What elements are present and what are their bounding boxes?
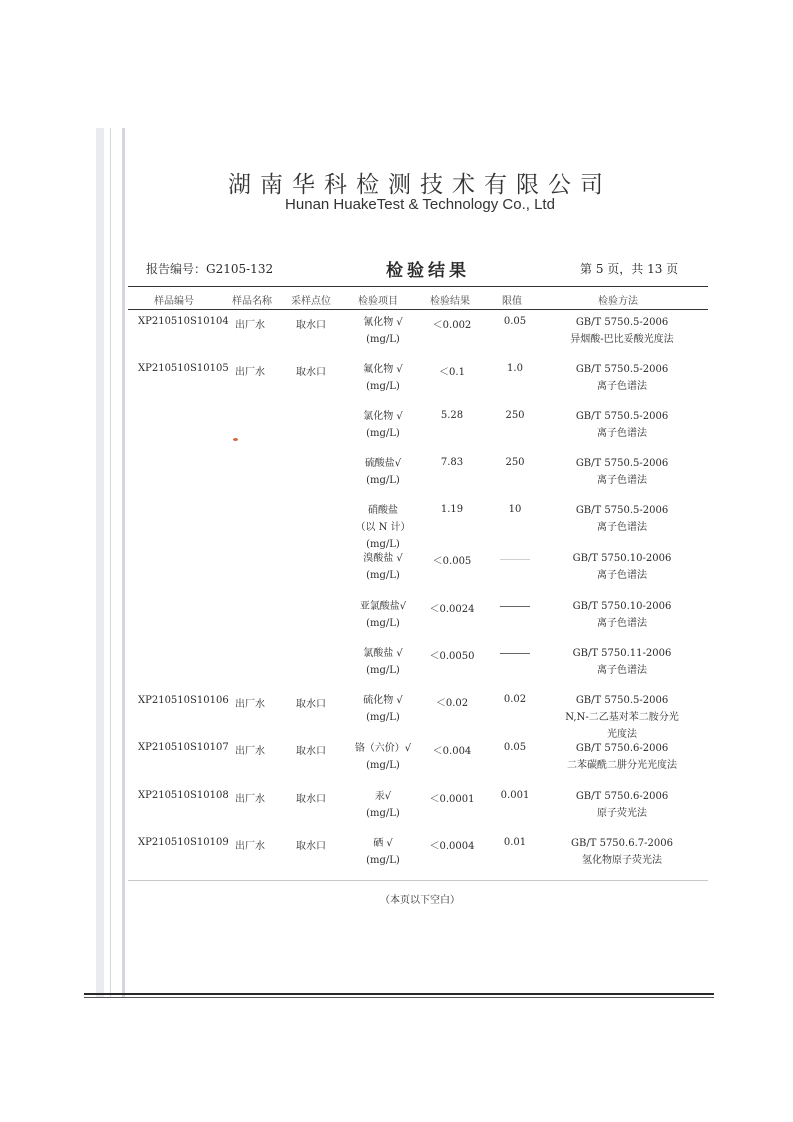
test-result: ＜0.0004	[429, 841, 475, 852]
sample-id: XP210510S10105	[138, 363, 229, 374]
test-item	[352, 788, 414, 822]
limit-dash	[500, 606, 530, 607]
sample-id: XP210510S10109	[138, 837, 229, 848]
sample-id: XP210510S10106	[138, 695, 229, 706]
test-result: 1.19	[440, 504, 464, 515]
test-item-name: 硒 √	[373, 838, 393, 849]
sample-id: XP210510S10104	[138, 316, 229, 327]
test-item-name: 亚氯酸盐√	[359, 601, 407, 612]
method-standard: GB/T 5750.5-2006	[575, 317, 669, 328]
test-limit: 0.02	[503, 694, 527, 705]
method-standard: GB/T 5750.11-2006	[572, 648, 672, 659]
test-item-name: 硝酸盐	[368, 505, 398, 516]
column-header-sample-name: 样品名称	[232, 296, 272, 307]
table-top-rule	[128, 286, 708, 287]
test-limit: 0.05	[503, 742, 527, 753]
method-name: 离子色谱法	[597, 428, 647, 439]
report-number: 报告编号：G2105-132	[146, 262, 274, 276]
test-item-name: 铬（六价）√	[354, 743, 412, 754]
test-method	[552, 550, 692, 584]
test-limit: 250	[505, 457, 525, 468]
page-number: 第 5 页，共 13 页	[580, 262, 679, 276]
sampling-point: 取水口	[296, 367, 326, 378]
method-name: 异烟酸-巴比妥酸光度法	[570, 334, 674, 345]
method-standard: GB/T 5750.10-2006	[572, 601, 672, 612]
sampling-point: 取水口	[296, 841, 326, 852]
test-result: 5.28	[440, 410, 464, 421]
company-name-english: Hunan HuakeTest & Technology Co., Ltd	[285, 196, 555, 213]
test-item-name: 硫化物 √	[363, 695, 403, 706]
test-limit: 10	[508, 504, 522, 515]
test-item-unit: (mg/L)	[366, 808, 400, 819]
column-header-sampling-point: 采样点位	[291, 296, 331, 307]
test-item	[352, 835, 414, 869]
test-item	[352, 361, 414, 395]
test-item-unit: (mg/L)	[366, 618, 400, 629]
method-standard: GB/T 5750.5-2006	[575, 411, 669, 422]
sample-name: 出厂水	[235, 367, 265, 378]
method-name: 离子色谱法	[597, 522, 647, 533]
test-item	[352, 645, 414, 679]
test-limit: 0.001	[500, 790, 530, 801]
sampling-point: 取水口	[296, 699, 326, 710]
test-item	[352, 692, 414, 726]
method-standard: GB/T 5750.5-2006	[575, 458, 669, 469]
test-item	[352, 314, 414, 348]
test-result: ＜0.0050	[429, 651, 475, 662]
sampling-point: 取水口	[296, 794, 326, 805]
test-result: ＜0.1	[439, 367, 465, 378]
test-item	[352, 502, 414, 553]
method-standard: GB/T 5750.5-2006	[575, 695, 669, 706]
test-method	[552, 361, 692, 395]
scan-edge-line	[122, 128, 125, 998]
test-item	[352, 408, 414, 442]
sample-name: 出厂水	[235, 320, 265, 331]
test-result: 7.83	[440, 457, 464, 468]
test-item-name: 氰化物 √	[363, 317, 403, 328]
sample-name: 出厂水	[235, 841, 265, 852]
method-name-continued: 光度法	[607, 729, 637, 740]
method-name: 离子色谱法	[597, 570, 647, 581]
column-header-limit: 限值	[502, 296, 522, 307]
test-method	[552, 502, 692, 536]
test-result: ＜0.004	[432, 746, 472, 757]
test-item-unit: (mg/L)	[366, 428, 400, 439]
test-item	[352, 740, 414, 774]
method-standard: GB/T 5750.6-2006	[575, 791, 669, 802]
test-method	[552, 692, 692, 743]
test-item-unit: (mg/L)	[366, 334, 400, 345]
method-name: 离子色谱法	[597, 618, 647, 629]
test-limit: 0.05	[503, 316, 527, 327]
test-item-name: 氟化物 √	[363, 364, 403, 375]
sampling-point: 取水口	[296, 320, 326, 331]
test-result: ＜0.0001	[429, 794, 475, 805]
test-method	[552, 788, 692, 822]
test-item-name: 溴酸盐 √	[363, 553, 403, 564]
test-item-unit: (mg/L)	[366, 665, 400, 676]
method-standard: GB/T 5750.10-2006	[572, 553, 672, 564]
sample-id: XP210510S10108	[138, 790, 229, 801]
test-method	[552, 740, 692, 774]
scan-speck	[233, 438, 238, 441]
test-result: ＜0.002	[432, 320, 472, 331]
test-result: ＜0.02	[435, 698, 469, 709]
test-limit: 0.01	[503, 837, 527, 848]
sample-id: XP210510S10107	[138, 742, 229, 753]
sample-name: 出厂水	[235, 746, 265, 757]
test-item-name: 硫酸盐√	[364, 458, 402, 469]
method-name: N,N-二乙基对苯二胺分光	[565, 712, 679, 723]
test-item-name: 氯化物 √	[363, 411, 403, 422]
test-method	[552, 455, 692, 489]
page-bottom-rule	[84, 993, 714, 995]
method-name: 离子色谱法	[597, 475, 647, 486]
method-name: 二苯碳酰二肼分光光度法	[567, 760, 677, 771]
method-name: 离子色谱法	[597, 381, 647, 392]
sampling-point: 取水口	[296, 746, 326, 757]
test-limit: 1.0	[507, 363, 523, 374]
test-limit: 250	[505, 410, 525, 421]
blank-below-note: （本页以下空白）	[380, 895, 460, 906]
test-item-name: 氯酸盐 √	[363, 648, 403, 659]
method-name: 原子荧光法	[597, 808, 647, 819]
test-item-name: 汞√	[374, 791, 392, 802]
test-item-note: （以 N 计）	[355, 522, 411, 533]
method-standard: GB/T 5750.5-2006	[575, 364, 669, 375]
column-header-method: 检验方法	[598, 296, 638, 307]
company-name-chinese: 湖南华科检测技术有限公司	[228, 172, 612, 198]
scan-edge-strip	[96, 128, 104, 998]
test-item	[352, 550, 414, 584]
test-item-unit: (mg/L)	[366, 712, 400, 723]
method-standard: GB/T 5750.6.7-2006	[571, 838, 673, 849]
test-result: ＜0.0024	[429, 604, 475, 615]
sample-name: 出厂水	[235, 699, 265, 710]
test-method	[552, 598, 692, 632]
test-item-unit: (mg/L)	[366, 475, 400, 486]
test-item-unit: (mg/L)	[366, 760, 400, 771]
sample-name: 出厂水	[235, 794, 265, 805]
column-header-result: 检验结果	[430, 296, 470, 307]
page-bottom-rule	[84, 997, 714, 998]
test-method	[552, 645, 692, 679]
method-name: 离子色谱法	[597, 665, 647, 676]
test-method	[552, 314, 692, 348]
limit-dash	[500, 559, 530, 560]
method-standard: GB/T 5750.5-2006	[575, 505, 669, 516]
page-title: 检验结果	[386, 261, 470, 281]
test-result: ＜0.005	[432, 556, 472, 567]
test-method	[552, 408, 692, 442]
table-bottom-rule	[128, 880, 708, 881]
test-item-unit: (mg/L)	[366, 855, 400, 866]
table-header-rule	[128, 309, 708, 310]
test-item-unit: (mg/L)	[366, 381, 400, 392]
column-header-test-item: 检验项目	[358, 296, 398, 307]
scan-edge-line	[110, 128, 111, 998]
column-header-sample-id: 样品编号	[154, 296, 194, 307]
test-item-unit: (mg/L)	[366, 539, 400, 550]
test-item	[352, 598, 414, 632]
method-standard: GB/T 5750.6-2006	[575, 743, 669, 754]
method-name: 氢化物原子荧光法	[582, 855, 662, 866]
limit-dash	[500, 653, 530, 654]
test-item-unit: (mg/L)	[366, 570, 400, 581]
test-method	[552, 835, 692, 869]
test-item	[352, 455, 414, 489]
